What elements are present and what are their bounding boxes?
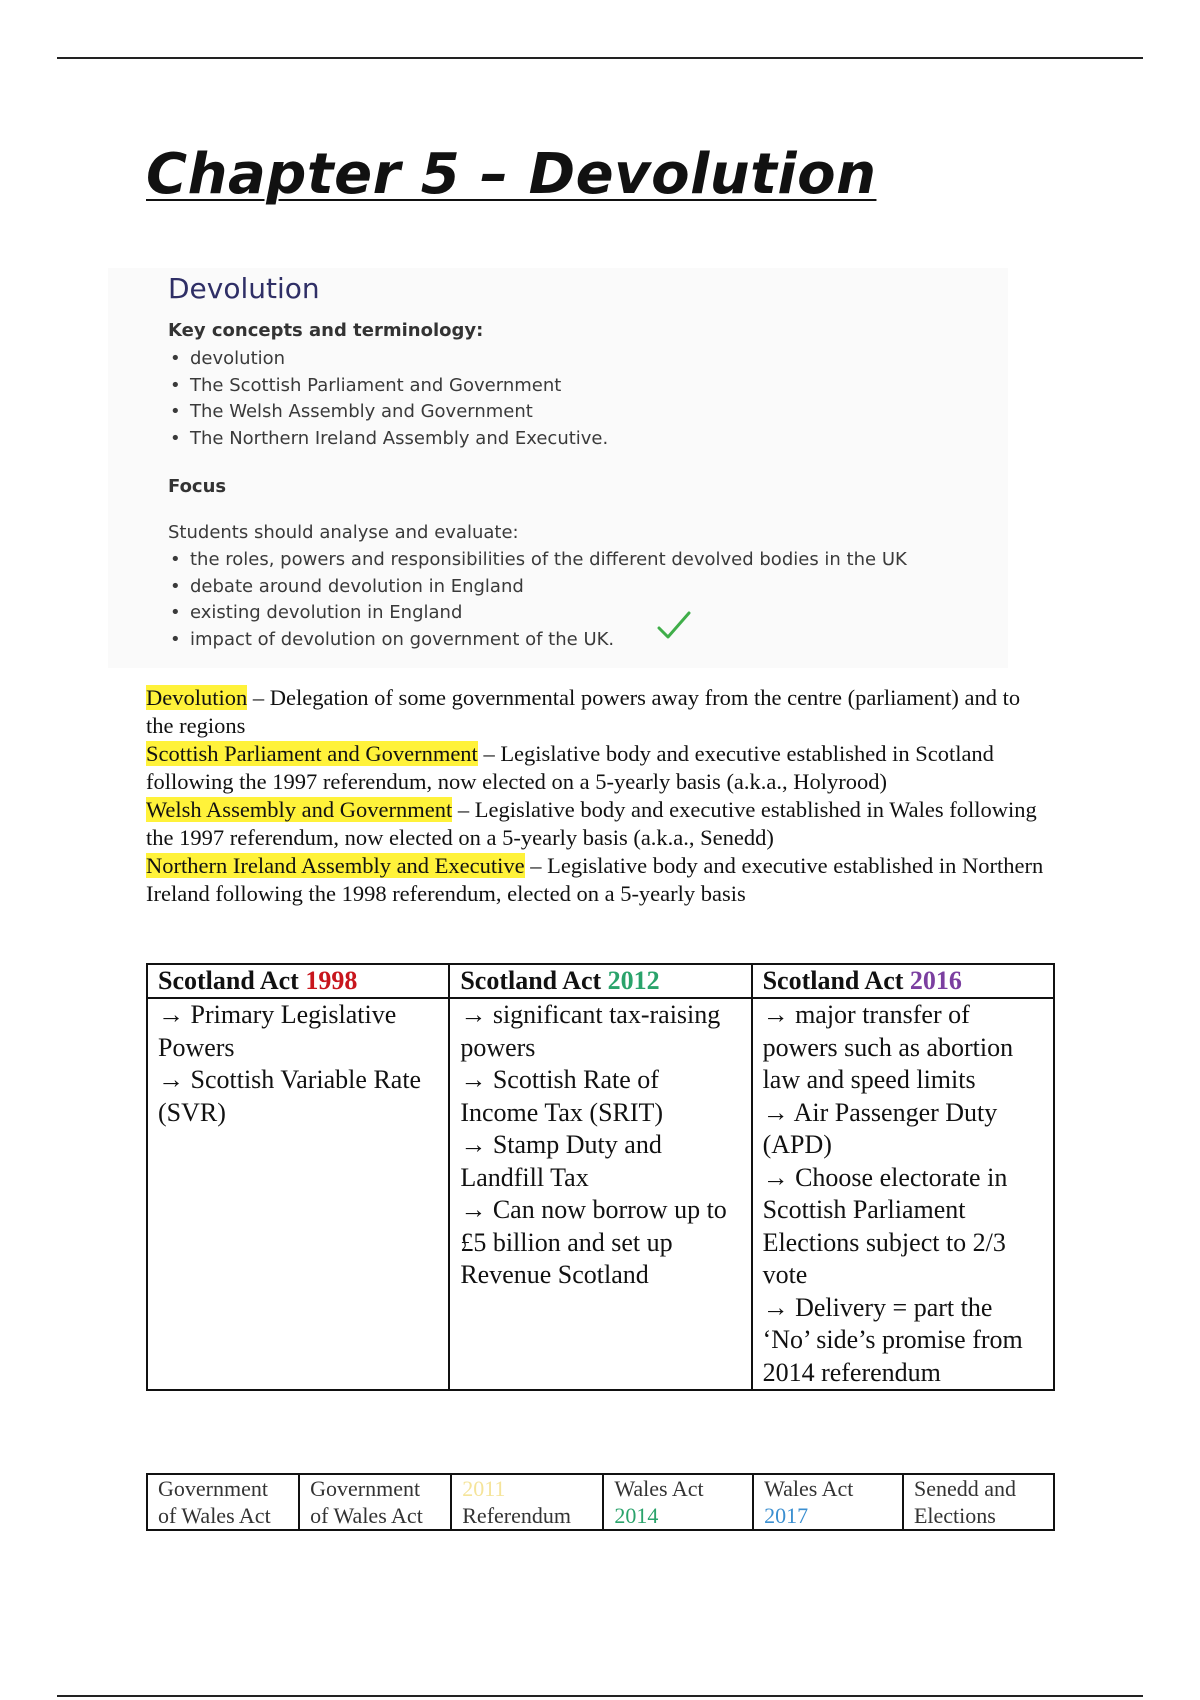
column-header: Scotland Act 2016 (752, 964, 1054, 998)
wales-acts-table (146, 1473, 1055, 1531)
table-row (147, 1474, 1054, 1530)
table-header-row (147, 964, 1054, 998)
table-cell: Senedd and Elections (903, 1474, 1054, 1530)
bottom-rule (57, 1695, 1143, 1697)
table-cell (147, 998, 449, 1390)
focus-item: • existing devolution in England (168, 600, 907, 627)
definition-term: Welsh Assembly and Government (146, 797, 453, 822)
table-cell (449, 998, 751, 1390)
key-concept-item: • devolution (168, 346, 608, 373)
table-cell: Wales Act 2014 (603, 1474, 753, 1530)
definition-item (146, 796, 1046, 852)
definitions (146, 684, 1046, 908)
key-concept-item: • The Northern Ireland Assembly and Executive. (168, 426, 608, 453)
table-cell: Government of Wales Act (147, 1474, 299, 1530)
table-cell: Government of Wales Act (299, 1474, 451, 1530)
cell-item: → Scottish Rate of Income Tax (SRIT) (460, 1065, 664, 1127)
definition-term: Northern Ireland Assembly and Executive (146, 853, 525, 878)
key-concept-item: • The Welsh Assembly and Government (168, 399, 608, 426)
specification-box (108, 268, 1008, 668)
column-header: Scotland Act 1998 (147, 964, 449, 998)
cell-item: → major transfer of powers such as abortion law and speed limits (762, 1000, 1014, 1094)
act-year: 2012 (607, 966, 660, 995)
definition-term: Devolution (146, 685, 248, 710)
key-concepts-list (168, 346, 608, 452)
key-concept-item: • The Scottish Parliament and Government (168, 373, 608, 400)
definition-text: – Legislative body and executive established in Wales following the 1997 referendum, now elected on a 5-yearly basis (a.k.a., Senedd) (146, 797, 1037, 850)
focus-label: Focus (168, 476, 227, 497)
column-header: Scotland Act 2012 (449, 964, 751, 998)
top-rule (57, 57, 1143, 59)
cell-item: → significant tax-raising powers (460, 1000, 721, 1062)
focus-item: • the roles, powers and responsibilities of the different devolved bodies in the UK (168, 547, 907, 574)
definition-term: Scottish Parliament and Government (146, 741, 478, 766)
cell-item: → Stamp Duty and Landfill Tax (460, 1130, 662, 1192)
definition-text: – Delegation of some governmental powers away from the centre (parliament) and to the regions (146, 685, 1021, 738)
cell-item: → Delivery = part the ‘No’ side’s promise from 2014 referendum (762, 1292, 1023, 1387)
cell-item: → Scottish Variable Rate (SVR) (158, 1065, 422, 1127)
definition-item (146, 740, 1046, 796)
focus-item: • debate around devolution in England (168, 574, 907, 601)
definition-item (146, 684, 1046, 740)
cell-item: → Primary Legislative Powers (158, 1000, 397, 1062)
table-row (147, 998, 1054, 1390)
focus-item: • impact of devolution on government of the UK. (168, 627, 907, 654)
cell-item: → Can now borrow up to £5 billion and set up Revenue Scotland (460, 1195, 727, 1289)
cell-item: → Air Passenger Duty (APD) (762, 1097, 998, 1159)
checkmark-icon (656, 610, 692, 642)
focus-intro: Students should analyse and evaluate: (168, 522, 519, 543)
chapter-title: Chapter 5 – Devolution (146, 142, 877, 207)
key-concepts-label: Key concepts and terminology: (168, 320, 484, 341)
act-year: 1998 (305, 966, 358, 995)
scotland-acts-table (146, 963, 1055, 1391)
act-year: 2016 (909, 966, 962, 995)
definition-text: – Legislative body and executive established in Scotland following the 1997 referendum, now elected on a 5-yearly basis (a.k.a., Holyrood) (146, 741, 994, 794)
table-cell: Wales Act 2017 (753, 1474, 903, 1530)
focus-list (168, 547, 907, 653)
definition-item (146, 852, 1046, 908)
definition-text: – Legislative body and executive established in Northern Ireland following the 1998 referendum, elected on a 5-yearly basis (146, 853, 1044, 906)
spec-heading: Devolution (168, 272, 320, 305)
table-cell (752, 998, 1054, 1390)
cell-item: → Choose electorate in Scottish Parliament Elections subject to 2/3 vote (762, 1162, 1008, 1289)
table-cell: 2011 Referendum (451, 1474, 603, 1530)
